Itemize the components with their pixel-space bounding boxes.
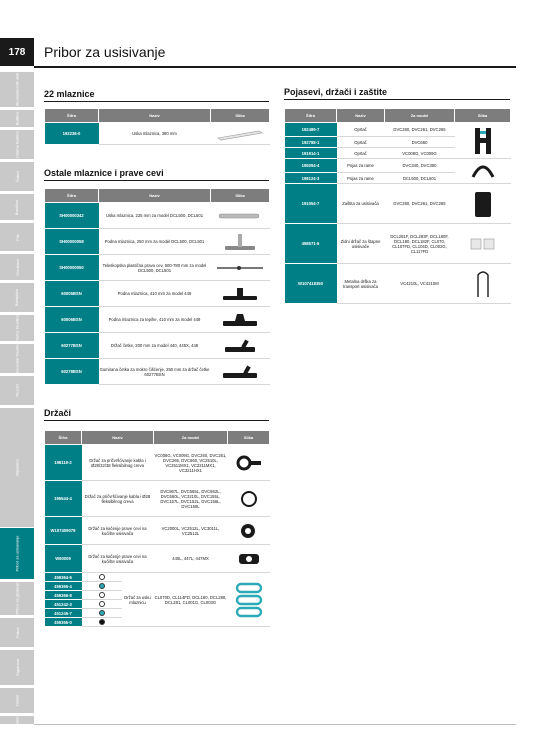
tube-hook-2-icon [228,545,270,573]
col-header-name: Naziv [99,189,211,203]
name-cell: Oprtač [337,148,385,159]
sidebar-tab[interactable] [0,110,34,128]
sidebar-tab[interactable] [0,315,34,342]
cover-icon [455,184,511,224]
col-header-image: Slika [211,189,270,203]
sku-cell: W107418350 [285,264,337,304]
sidebar-tab-label: Rezači [14,384,20,397]
model-cell: DVC867L, DVC665L, DVC862L, DVC660L, VC3210L, DVC155L, DVC157L, DVC152L, DVC156L, DVC150L [154,481,228,517]
sku-cell: 458571-5 [285,224,337,264]
straps-table [284,108,511,304]
name-cell: Oprtač [337,137,385,148]
col-header-sku: Šifra [285,109,337,123]
name-cell: Držač za kačenje prave cevi na kućište usisivača [82,517,154,545]
sidebar-tab-label: Ostalo [14,694,20,707]
sidebar-tab-label: Brusilice [14,199,20,215]
name-cell: Držač četke, 200 mm za model 440, 445X, 448 [99,333,211,359]
hoses-section-title: Pojasevi, držači i zaštite [284,87,388,97]
harness-icon [455,123,511,159]
sidebar-tab-label: Udarne bušilice [14,130,20,159]
name-cell: Držač za pričvršćivanje kabla i Ø28/32/38 fleksibilnog creva [82,445,154,481]
sku-cell: 198119-2 [45,445,82,481]
col-header-image: Slika [211,109,270,123]
table-row [45,517,270,545]
carpet-nozzle-icon [211,307,270,333]
col-header-sku: Šifra [45,431,82,445]
sidebar-tab[interactable] [0,688,34,714]
sidebar-tab[interactable] [0,650,34,686]
color-dot-cell [82,591,122,600]
color-dot-cell [82,609,122,618]
col-header-name: Naziv [337,109,385,123]
sku-cell: 191914-1 [285,148,337,159]
sidebar-tab-label: Glodalice [14,258,20,276]
header-rule [34,66,516,68]
model-cell: VC008G, VC009G, DVC260, DVC261, DVC265, DVC660, VC2510L, VC2511MX1, VC3211MX1, VC3211HX1 [154,445,228,481]
other-section-rule [44,180,269,181]
model-cell: DVC340, DVC350 [385,159,455,173]
table-row [45,203,270,229]
name-cell: Pojas za rame [337,173,385,184]
sidebar-tab[interactable] [0,254,34,281]
sidebar-tab[interactable] [0,223,34,252]
model-cell: VC2000L, VC2512L, VC3011L, VC2512L [154,517,228,545]
sku-cell: 192788-1 [285,137,337,148]
table-row [45,445,270,481]
holders-section-title: Držači [44,408,72,418]
table-row [285,159,511,173]
name-cell: Podna mlaznica za tepihe, 410 mm za model 449 [99,307,211,333]
table-row [285,224,511,264]
name-cell: Podna mlaznica, 410 mm za model 449 [99,281,211,307]
sidebar-tab-label: Blanjalice [14,288,20,307]
table-row [45,307,270,333]
metal-handle-icon [455,264,511,304]
tube-hook-icon [228,517,270,545]
holders-table [44,430,270,627]
table-row [45,573,270,582]
table-row [285,264,511,304]
sidebar-tab[interactable] [0,162,34,192]
sku-cell: SH00000050 [45,255,99,281]
model-cell: DVC260, DVC261, DVC265 [385,184,455,224]
hoses-section-rule [284,99,510,100]
page-title: Pribor za usisivanje [44,44,166,60]
holders-section-rule [44,420,269,421]
sku-cell: 60277BSN [45,333,99,359]
model-cell: DVC260, DVC261, DVC265 [385,123,455,137]
sku-cell: 195094-4 [285,159,337,173]
sidebar-tab-label: Akumulatorski alati [14,72,20,107]
sku-cell: SH00000342 [45,203,99,229]
sku-cell: 60005BSN [45,281,99,307]
sku-cell: SH00000058 [45,229,99,255]
sidebar-tab[interactable] [0,582,34,616]
nozzles-section-title: 22 mlaznice [44,89,95,99]
color-dot-cell [82,582,122,591]
name-cell: Držač za pričvršćivanje kabla i Ø28 fleksibilnog creva [82,481,154,517]
color-dot-cell [82,618,122,627]
sku-cell: 192236-0 [45,123,99,145]
other-nozzles-table [44,188,270,385]
model-cell: 440L, 447L, 447MX [154,545,228,573]
col-header-image: Slika [455,109,511,123]
sidebar-tab-label: Pribor za usisavanje [14,535,20,572]
name-cell: Uska mlaznica, 380 mm [99,123,211,145]
wall-holder-icon [455,224,511,264]
name-cell: Držač za kačenje prave cevi na kućište usisivača [82,545,154,573]
sku-cell: 459364-6 [45,573,82,582]
sku-cell: 459366-8 [45,591,82,600]
table-row [285,184,511,224]
sku-cell: 451245-7 [45,609,82,618]
color-dot-cell [82,600,122,609]
sidebar-tab[interactable] [0,528,34,580]
telescopic-tube-icon [211,255,270,281]
sidebar-tab[interactable] [0,408,34,528]
sku-cell: 192489-7 [285,123,337,137]
sku-cell: W107409079 [45,517,82,545]
color-swatch [99,601,105,607]
color-swatch [99,574,105,580]
sku-cell: W60009 [45,545,82,573]
sku-cell: 459365-0 [45,618,82,627]
sku-cell: 198124-3 [285,173,337,184]
col-header-image: Slika [228,431,270,445]
sku-cell: 60278BSN [45,359,99,385]
sidebar-tab[interactable] [0,341,34,376]
hose-clip-icon [228,445,270,481]
color-swatch [99,619,105,625]
sidebar-tab[interactable] [0,618,34,648]
cable-clip-icon [228,481,270,517]
col-header-model: Za model [385,109,455,123]
sku-cell: 451242-3 [45,600,82,609]
sku-cell: 191054-7 [285,184,337,224]
sidebar-tab[interactable] [0,72,34,108]
name-cell: Zaštita za usisivača [337,184,385,224]
table-row [45,333,270,359]
col-header-sku: Šifra [45,189,99,203]
footer-rule [34,724,516,725]
sidebar-tab[interactable] [0,194,34,221]
sidebar-tab-label: Sigurnost [14,659,20,676]
nozzles-table [44,108,270,145]
narrow-nozzle-icon [211,203,270,229]
floor-nozzle-icon [211,229,270,255]
nozzles-section-rule [44,101,269,102]
table-row [45,229,270,255]
shoulder-strap-icon [455,159,511,184]
col-header-sku: Šifra [45,109,99,123]
crevice-nozzle-icon [211,123,270,145]
model-cell: DCL281F, DCL283F, DCL180F, DCL180, DCL182F, CL070, CL107FD, CL104D, CL002G, CL117FD [385,224,455,264]
sidebar-tab-label: Čekići [14,171,20,182]
sidebar-tab-label: Pribor za glodanje [14,582,20,615]
name-cell: Podna mlaznica, 250 mm za model DCL500, DCL501 [99,229,211,255]
table-row [45,255,270,281]
color-swatch [99,610,105,616]
name-cell: Zidni držač za štapne usisivače [337,224,385,264]
sku-cell: 60006BSN [45,307,99,333]
name-cell: Oprtač [337,123,385,137]
rubber-brush-icon [211,359,270,385]
color-swatch [99,583,105,589]
nozzle-clip-icon [228,573,270,627]
sidebar-tab-label: Ekscentar brusilice [14,341,20,376]
sidebar-tab-label: Pile [14,233,20,241]
table-row [45,481,270,517]
model-cell: DCL500, DCL501 [385,173,455,184]
name-cell: Metalna drška za transport usisivača [337,264,385,304]
sidebar-tab-label: Miješalice [14,458,20,477]
sidebar-tab[interactable] [0,130,34,160]
sidebar-tab-label: Tračne brusilice [14,313,20,343]
color-swatch [99,592,105,598]
name-cell: Gumirana četka za mokro čišćenje, 250 mm za držač četke 60277BSN [99,359,211,385]
other-section-title: Ostale mlaznice i prave cevi [44,168,164,178]
sku-cell: 459365-4 [45,582,82,591]
model-cell: VC4210L, VC4210M [385,264,455,304]
model-cell: VC008G, VC009G [385,148,455,159]
color-dot-cell [82,573,122,582]
sidebar-tab-label: Indeks [14,714,20,726]
table-row [45,545,270,573]
sidebar-tab[interactable] [0,376,34,406]
sidebar-tab[interactable] [0,716,34,725]
table-row [45,281,270,307]
sidebar-tab-label: Pribor [14,627,20,638]
col-header-name: Naziv [99,109,211,123]
table-row [285,123,511,137]
table-row [45,123,270,145]
name-cell: Pojas za rame [337,159,385,173]
name-cell: Uska mlaznica, 225 mm za model DCL500, DCL501 [99,203,211,229]
col-header-model: Za model [154,431,228,445]
table-row [45,359,270,385]
floor-nozzle-wide-icon [211,281,270,307]
model-cell: CL070D, CL114FD, DCL180, DCL280, DCL281, CL001G, CL003G [154,573,228,627]
sidebar-tab[interactable] [0,283,34,313]
sku-cell: 195544-4 [45,481,82,517]
page-number: 178 [0,38,34,66]
name-cell: Držač za usku mlaznicu [122,573,154,627]
brush-holder-icon [211,333,270,359]
col-header-name: Naziv [82,431,154,445]
name-cell: Teleskopska plastična prava cev, 500-780 mm za model DCL500, DCL501 [99,255,211,281]
model-cell: DVC660 [385,137,455,148]
sidebar-tab-label: Bušilice [14,111,20,126]
